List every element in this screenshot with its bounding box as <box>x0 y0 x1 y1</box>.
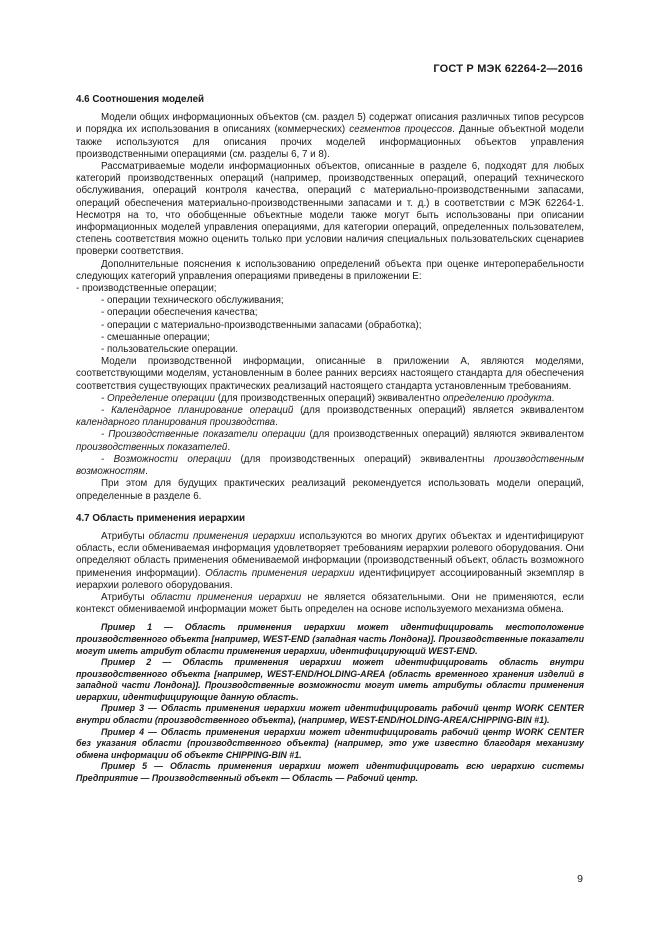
section-heading-4-7: 4.7 Область применения иерархии <box>76 512 246 524</box>
example-1: Пример 1 — Область применения иерархии может идентифицировать местоположение производственного объекта [например, WEST-END (западная часть Лондона)]. Производственные показатели могут иметь атрибут области применения иерархии, идентифицирующий WEST-END. <box>76 622 584 656</box>
example-4: Пример 4 — Область применения иерархии может идентифицировать рабочий центр WORK CENTER без указания области (производственного объекта) (например, это уже известно благодаря механизму обмена информации об объекте CHIPPING-BIN #1. <box>76 726 584 760</box>
section-heading-4-6: 4.6 Соотношения моделей <box>76 94 205 105</box>
equivalence-item: - Календарное планирование операций (для производственных операций) является эквивалентом календарного планирования производства. <box>76 405 584 429</box>
equivalence-item: - Определение операции (для производственных операций) эквивалентно определению продукта. <box>101 392 555 404</box>
list-item: - операции обеспечения качества; <box>101 307 258 319</box>
document-body <box>76 92 584 785</box>
example-5: Пример 5 — Область применения иерархии может идентифицировать всю иерархию системы Предприятие — Производственный объект — Область — Рабочий центр. <box>76 761 584 784</box>
paragraph: Модели производственной информации, описанные в приложении А, являются моделями, соответствующими моделям, установленным в более ранних версиях настоящего стандарта для обеспечения соответствия существующих практических реализаций настоящего стандарта установленным требованиям. <box>76 356 584 392</box>
paragraph: Атрибуты области применения иерархии используются во многих других объектах и идентифицируют область, если обмениваемая информация удовлетворяет требованиям иерархии ролевого оборудования. Они определяют область применения обмениваемой информации (производственный объект, область возможного применения информации). Область применения иерархии идентифицирует ассоциированный экземпляр в иерархии ролевого оборудования. <box>76 530 585 591</box>
equivalence-item: - Производственные показатели операции (для производственных операций) являются эквивалентом производственных показателей. <box>76 429 584 453</box>
list-item: - смешанные операции; <box>101 331 210 343</box>
equivalence-item: - Возможности операции (для производственных операций) эквивалентны производственным возможностям. <box>76 453 585 478</box>
paragraph: Рассматриваемые модели информационных объектов, описанные в разделе 6, подходят для любых категорий производственных операций (например, производственных операций, операций технического обслуживания, операций контроля качества, операций с материально-производственными запасами, операций обеспечения материально-производственными запасами и т. д.) в соответствии с МЭК 62264-1. Несмотря на то, что обобщенные объектные модели также могут быть использованы при описании информационных моделей управления операциями, для категории операций, определенных пользователем, степень соответствия можно оценить только при условии наличия специальных пользовательских сценариев проверки соответствия. <box>76 161 584 258</box>
paragraph: Атрибуты области применения иерархии не является обязательными. Они не применяются, если контекст обмениваемой информации может быть определен на основе используемого механизма обмена. <box>76 591 585 616</box>
paragraph: Дополнительные пояснения к использованию определений объекта при оценке интероперабельности следующих категорий управления операциями приведены в приложении Е: <box>76 258 584 282</box>
standard-header: ГОСТ Р МЭК 62264-2—2016 <box>433 63 583 75</box>
list-item: - пользовательские операции. <box>101 344 239 356</box>
example-3: Пример 3 — Область применения иерархии может идентифицировать рабочий центр WORK CENTER внутри области (производственного объекта), (например, WEST-END/HOLDING-AREA/CHIPPING-BIN #1). <box>76 703 584 726</box>
list-item: - производственные операции; <box>76 283 217 295</box>
paragraph: Модели общих информационных объектов (см. раздел 5) содержат описания различных типов ресурсов и порядка их использования в описаниях (коммерческих) сегментов процессов. Данные объектной модели также используются для описания прочих моделей информационных объектов управления производственными операциями (см. разделы 6, 7 и 8). <box>76 112 584 160</box>
example-2: Пример 2 — Область применения иерархии может идентифицировать область внутри производственного объекта [например, WEST-END/HOLDING-AREA (область временного хранения изделий в западной части Лондона)]. Производственные возможности могут иметь атрибуты области применения иерархии, идентифицирующие данную область. <box>76 657 584 702</box>
list-item: - операции технического обслуживания; <box>101 295 284 307</box>
list-item: - операции с материально-производственными запасами (обработка); <box>101 319 422 331</box>
page-number: 9 <box>577 873 583 885</box>
paragraph: При этом для будущих практических реализаций рекомендуется использовать модели операций, определенные в разделе 6. <box>76 478 584 502</box>
